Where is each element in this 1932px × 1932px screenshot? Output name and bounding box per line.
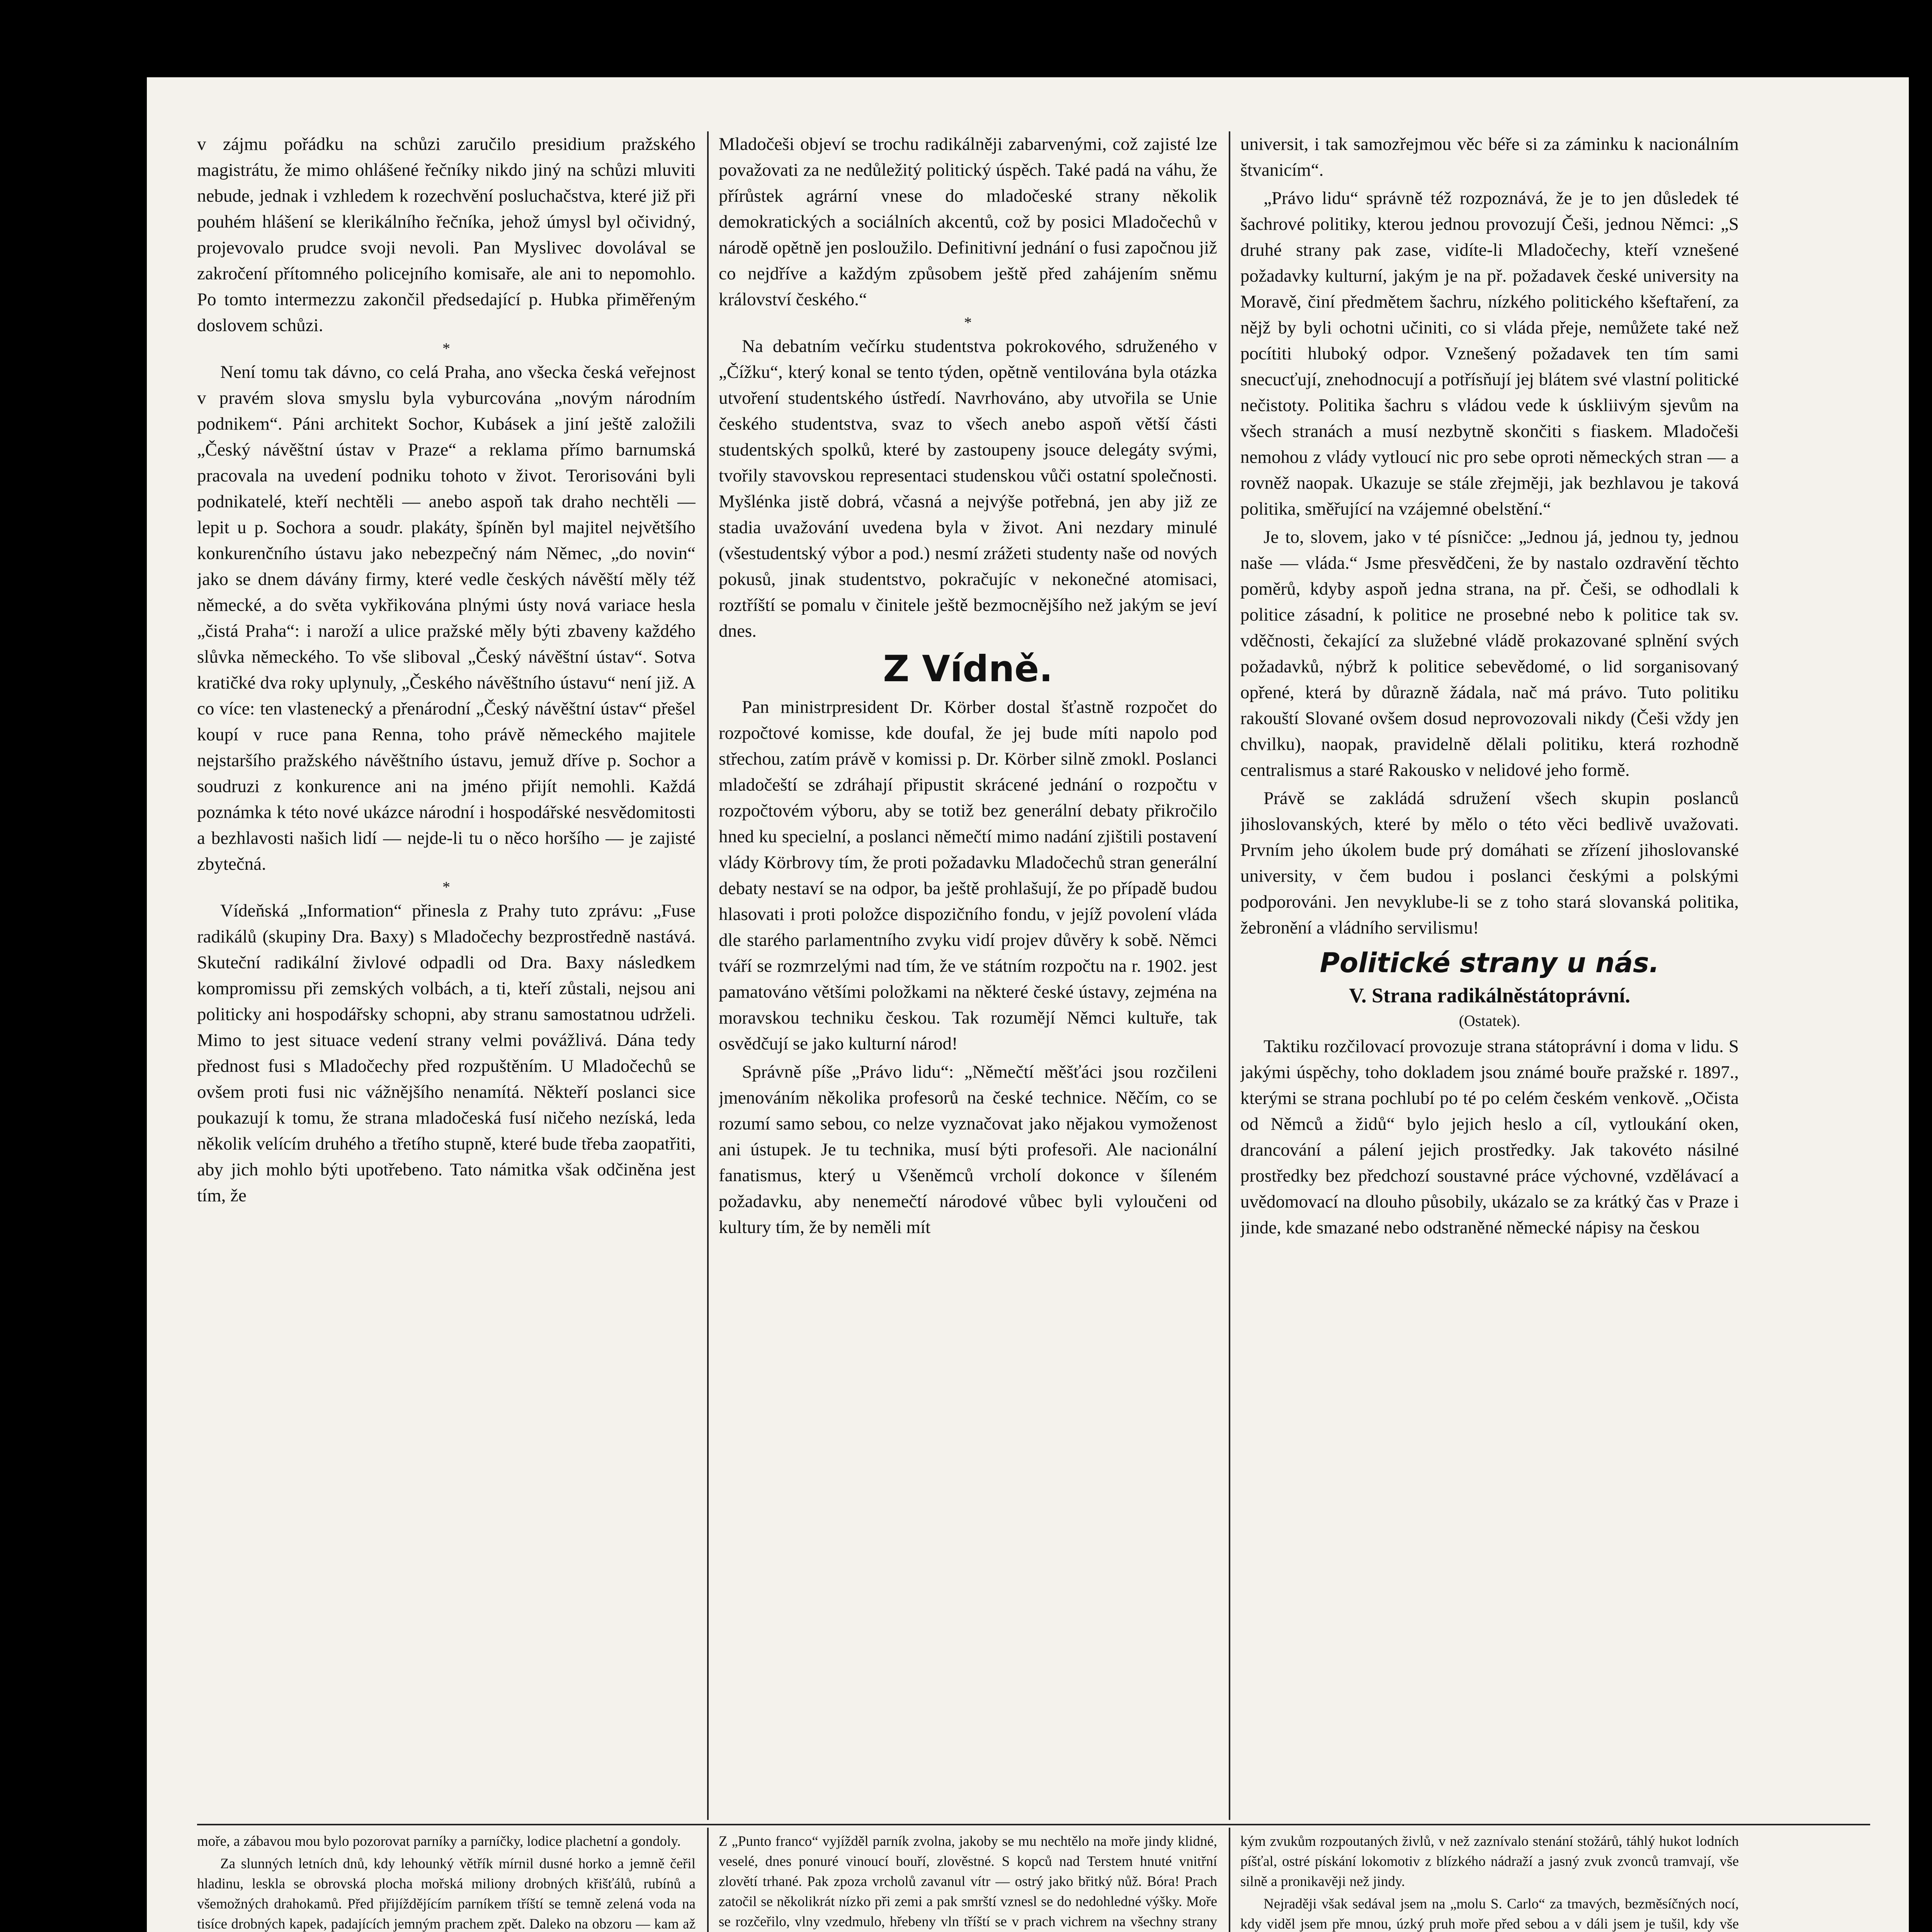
- paragraph: Mladočeši objeví se trochu radikálněji zabarvenými, což zajisté lze považovati za ne nedůležitý politický úspěch. Také padá na váhu, že přírůstek agrární vnese do mladočeské strany několik demokratických a sociálních akcentů, což by posici Mladočechů v národě opětně jen posloužilo. Definitivní jednání o fusi započnou již co nejdříve a každým způsobem ještě před zahájením sněmu království českého.“: [719, 134, 1217, 310]
- feuilleton-column-2: [719, 1832, 1217, 1932]
- paragraph: Nejraději však sedával jsem na „molu S. Carlo“ za tmavých, bezměsíčných nocí, kdy viděl jsem pře mnou, úzký pruh moře před sebou a v dáli jsem je tušil, kdy vše: [1240, 1896, 1739, 1932]
- paragraph: v zájmu pořádku na schůzi zaručilo presidium pražského magistrátu, že mimo ohlášené řečníky nikdo jiný na schůzi mluviti nebude, jednak i vzhledem k rozechvění posluchačstva, které již při pouhém hlášení se klerikálního řečníka, jehož úmysl byl očividný, projevovalo prudce svoji nevoli. Pan Myslivec dovolával se zakročení přítomného policejního komisaře, ale ani to nepomohlo. Po tomto intermezzu zakončil předsedající p. Hubka přiměřeným doslovem schůzi.: [197, 134, 696, 335]
- column-rule: [707, 1828, 709, 1932]
- section-heading-z-vidne: Z Vídně.: [883, 648, 1053, 690]
- section-heading-politicke-strany: Politické strany u nás.: [1320, 947, 1660, 979]
- subheading-strana: V. Strana radikálněstátoprávní.: [1349, 984, 1631, 1007]
- column-rule: [707, 131, 709, 1820]
- column-3: [1240, 131, 1739, 1820]
- paragraph: Pan ministrpresident Dr. Körber dostal šťastně rozpočet do rozpočtové komisse, kde doufal, že jej bude míti napolo pod střechou, zatím právě v komissi p. Dr. Körber silně zmokl. Poslanci mladočeští se zdráhají připustit skrácené jednání o rozpočtu v rozpočtovém výboru, aby se totiž bez generální debaty přikročilo hned ku specielní, a poslanci němečtí mimo nadání zjištili postavení vlády Körbrovy tím, že proti požadavku Mladočechů stran generální debaty nestaví se na odpor, ba ještě prohlašují, že po případě budou hlasovati i proti položce dispozičního fondu, v jejíž povolení vláda dle starého parlamentního zvyku vidí projev důvěry k sobě. Němci tváří se rozmrzelými nad tím, že ve státním rozpočtu na r. 1902. jest pamatováno většími položkami na některé české ústavy, zejména na moravskou techniku českou. Tak rozumějí Němci kultuře, tak osvědčují se jako kulturní národ!: [719, 697, 1217, 1054]
- paragraph: Je to, slovem, jako v té písničce: „Jednou já, jednou ty, jednou naše — vláda.“ Jsme přesvědčeni, že by nastalo ozdravění těchto poměrů, kdyby aspoň jedna strana, na př. Češi, se odhodlali k politice zásadní, k politice ne prosebné nebo k politice tak sv. vděčnosti, čekající za služebné vládě prokazované splnění svých požadavků, nýbrž k politice sebevědomé, o lid sorganisovaný opřené, která by důrazně žádala, nač má právo. Tuto politiku rakouští Slované ovšem dosud neprovozovali nikdy (Češi vždy jen chvilku), naopak, pravidelně dělali politiku, která rozhodně centralismus a staré Rakousko v nelidové jeho formě.: [1240, 527, 1739, 780]
- column-2: [719, 131, 1217, 1820]
- paragraph: Vídeňská „Information“ přinesla z Prahy tuto zprávu: „Fuse radikálů (skupiny Dra. Baxy) s Mladočechy bezprostředně nastává. Skuteční radikální živlové odpadli od Dra. Baxy následkem kompromissu při zemských volbách, a ti, kteří zůstali, nejsou ani politicky ani hospodářsky schopni, aby stranu samostatnou udrželi. Mimo to jest situace vedení strany velmi povážlivá. Dána tedy přednost fusi s Mladočechy před rozpuštěním. U Mladočechů se ovšem proti fusi nic vážnějšího nenamítá. Někteří poslanci sice poukazují k tomu, že strana mladočeská fusí ničeho nezíská, leda několik velícím druhého a třetího stupně, které bude třeba zaopatřiti, aby jich mohlo býti upotřebeno. Tato námitka však odčiněna jest tím, že: [197, 901, 696, 1206]
- paragraph: Správně píše „Právo lidu“: „Němečtí měšťáci jsou rozčileni jmenováním několika profesorů na české technice. Něčím, co se rozumí samo sebou, co nelze vyznačovat jako nějakou vymoženost ani ústupek. Je tu technika, musí býti profesoři. Ale nacionální fanatismus, který u Všeněmců vrcholí dokonce v šíleném požadavku, aby nenemečtí národové vůbec byli vyloučeni od kultury tím, že by neměli mít: [719, 1062, 1217, 1237]
- subheading-note: (Ostatek).: [1459, 1012, 1520, 1029]
- column-1: [197, 131, 696, 1820]
- paragraph: Taktiku rozčilovací provozuje strana státoprávní i doma v lidu. S jakými úspěchy, toho dokladem jsou známé bouře pražské r. 1897., kterými se strana pochlubí po té po celém českém venkově. „Očista od Němců a židů“ bylo jejich heslo a cíl, vytloukání oken, drancování a pálení jejich prostředky. Jak takovéto násilné prostředky bez předchozí soustavné práce výchovné, vzdělávací a uvědomovací na dlouho působily, ukázalo se za krátký čas v Praze i jinde, kde smazané nebo odstraněné německé nápisy na českou: [1240, 1036, 1739, 1238]
- paragraph: kým zvukům rozpoutaných živlů, v než zaznívalo stenání stožárů, táhlý hukot lodních píšťal, ostré pískání lokomotiv z blízkého nádraží a jasný zvuk zvonců tramvají, vše silně a pronikavěji než jindy.: [1240, 1833, 1739, 1889]
- paragraph: Právě se zakládá sdružení všech skupin poslanců jihoslovanských, které by mělo o této věci bedlivě uvažovati. Prvním jeho úkolem bude prý domáhati se zřízení jihoslovanské university, v čem budou i poslanci českými a polskými podporováni. Jen nevyklube-li se z toho stará slovanská politika, žebronění a vládního servilismu!: [1240, 788, 1739, 938]
- paragraph: Na debatním večírku studentstva pokrokového, sdruženého v „Čížku“, který konal se tento týden, opětně ventilována byla otázka utvoření studentského ústředí. Navrhováno, aby utvořila se Unie českého studentstva, svaz to všech anebo aspoň větší části studentských spolků, které by zastoupeny jsouce delegáty svými, tvořily stavovskou representaci studenskou vůči ostatní společnosti. Myšlénka jistě dobrá, včasná a nejvýše potřebná, jen aby již ze stadia uvažování uvedena byla v život. Ani nezdary minulé (všestudentský výbor a pod.) nesmí zrážeti studenty naše od nových pokusů, jinak studentstvo, pokračujíc v nekonečné atomisaci, roztříští se pomalu v činitele ještě bezmocnějšího než jakým se jeví dnes.: [719, 336, 1217, 641]
- separator-star: *: [442, 878, 450, 896]
- separator-star: *: [964, 314, 972, 331]
- paragraph: universit, i tak samozřejmou věc béře si za záminku k nacionálním štvanicím“.: [1240, 134, 1739, 180]
- paragraph: Za slunných letních dnů, kdy lehounký větřík mírnil dusné horko a jemně čeřil hladinu, leskla se obrovská plocha mořská miliony drobných křišťálů, rubínů a všemožných drahokamů. Před přijíždějícím parníkem tříští se temně zelená voda na tisíce drobných kapek, padajících jemným prachem zpět. Daleko na obzoru — kam až: [197, 1856, 696, 1932]
- column-rule: [1229, 131, 1230, 1820]
- paragraph: Není tomu tak dávno, co celá Praha, ano všecka česká veřejnost v pravém slova smyslu byla vyburcována „novým národním podnikem“. Páni architekt Sochor, Kubásek a jiní ještě založili „Český návěštní ústav v Praze“ a reklama přímo barnumská pracovala na uvedení podniku tohoto v život. Terorisováni byli podnikatelé, kteří nechtěli — anebo aspoň tak draho nechtěli — lepit u p. Sochora a soudr. plakáty, špíněn byl majitel největšího konkurenčního ústavu jako nebezpečný nám Němec, „do novin“ jako se dnem dávány firmy, které vedle českých návěští měly též německé, a do světa vykřikována plnými ústy nová variace hesla „čistá Praha“: i naroží a ulice pražské měly býti zbaveny každého slůvka německého. To vše sliboval „Český návěštní ústav“. Sotva kratičké dva roky uplynuly, „Českého návěštního ústavu“ není již. A co více: ten vlastenecký a přenárodní „Český návěštní ústav“ přešel koupí v ruce pana Renna, toho právě německého majitele nejstaršího pražského návěštního ústavu, jemuž dříve p. Sochor a soudruzi z konkurence ani na jméno přijít nemohli. Každá poznámka k této nové ukázce národní i hospodářské nesvědomitosti a bezhlavosti našich lidí — nejde-li tu o něco horšího — je zajisté zbytečná.: [197, 362, 696, 874]
- newspaper-page: [147, 77, 1909, 1932]
- paragraph: moře, a zábavou mou bylo pozorovat parníky a parníčky, lodice plachetní a gondoly.: [197, 1833, 681, 1849]
- section-rule: [197, 1824, 1870, 1825]
- paragraph: „Právo lidu“ správně též rozpoznává, že je to jen důsledek té šachrové politiky, kterou jednou provozují Češi, jednou Němci: „S druhé strany pak zase, vidíte-li Mladočechy, kteří vznešené požadavky kulturní, jakým je na př. požadavek české university na Moravě, činí předmětem šachru, nízkého politického kšeftaření, za nějž by byli ochotni učiniti, co si vláda přeje, nemůžete také než pocítiti hluboký odpor. Vznešený požadavek ten tím sami snecucťují, znehodnocují a potřísňují jej blátem své vlastní politické nečistoty. Politika šachru s vládou vede k úskliivým sjevům na všech stranách a musí nezbytně skončiti s fiaskem. Mladočeši nemohou z vlády vytloucí nic pro sebe oproti německých stran — a rovněž naopak. Ukazuje se stále zřejměji, jak bezhlavou je taková politika, směřující na vzájemné obelstění.“: [1240, 188, 1739, 519]
- separator-star: *: [442, 340, 450, 357]
- feuilleton-column-3: [1240, 1832, 1739, 1932]
- paragraph: Z „Punto franco“ vyjížděl parník zvolna, jakoby se mu nechtělo na moře jindy klidné, veselé, dnes ponuré vinoucí bouří, zlověstné. S kopců nad Terstem hnuté vnitřní zlovětí trhané. Pak zpoza vrcholů zavanul vítr — ostrý jako břitký nůž. Bóra! Prach zatočil se několikrát nízko při zemi a pak smrští vznesl se do nedohledné výšky. Moře se rozčeřilo, vlny vzedmulo, hřebeny vln tříští se v prach vichrem na všechny strany: [719, 1833, 1217, 1930]
- feuilleton-column-1: [197, 1832, 696, 1932]
- column-rule: [1229, 1828, 1230, 1932]
